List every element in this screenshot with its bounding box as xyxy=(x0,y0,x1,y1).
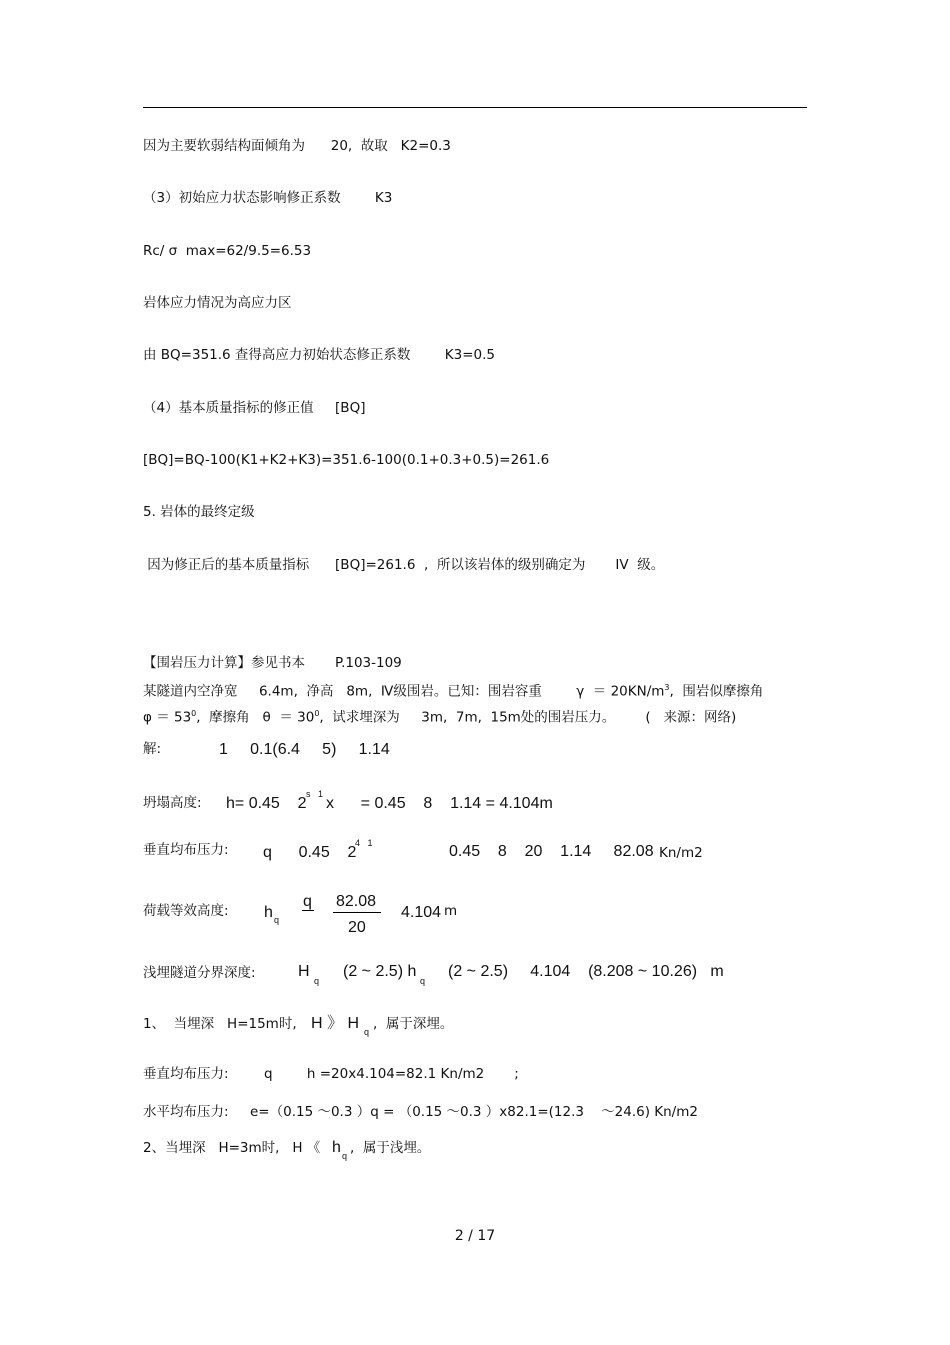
formula-var-q: q xyxy=(303,893,312,910)
formula-subscript: q xyxy=(420,976,426,986)
text-line: [BQ]=BQ-100(K1+K2+K3)=351.6-100(0.1+0.3+0.5)=261.6 xyxy=(143,452,550,468)
formula-var-h: h xyxy=(332,1139,341,1156)
formula-vertical-pressure-deep: q h =20x4.104=82.1 Kn/m2 ; xyxy=(264,1066,519,1082)
formula-superscript: 4 1 xyxy=(355,838,373,848)
formula-var-H: H xyxy=(298,963,310,980)
formula-boundary-depth-result: (2 ~ 2.5) 4.104 (8.208 ~ 10.26) m xyxy=(448,963,724,980)
problem-heading: 【围岩压力计算】参见书本 P.103-109 xyxy=(143,655,402,671)
text-line: Rc/ σ max=62/9.5=6.53 xyxy=(143,243,312,259)
fraction-numerator: 82.08 xyxy=(336,893,377,910)
text-line: 岩体应力情况为高应力区 xyxy=(143,295,292,311)
text-line: （3）初始应力状态影响修正系数 K3 xyxy=(143,190,393,206)
case-conclusion: , 属于浅埋。 xyxy=(350,1140,431,1156)
formula-collapse-height: h= 0.45 2 xyxy=(226,795,307,812)
text-line: （4）基本质量指标的修正值 [BQ] xyxy=(143,400,366,416)
formula-boundary-depth: (2 ~ 2.5) h xyxy=(343,963,417,980)
formula-subscript: q xyxy=(314,976,320,986)
formula-subscript: q xyxy=(342,1151,348,1161)
formula-omega: 1 0.1(6.4 5) 1.14 xyxy=(219,741,390,758)
fraction-denominator: 20 xyxy=(348,919,366,936)
problem-statement: 某隧道内空净宽 6.4m, 净高 8m, Ⅳ级围岩。已知：围岩容重 $\gamma = 20KN/m^3$, 围岩似摩擦角 xyxy=(143,683,764,700)
case-conclusion: , 属于深埋。 xyxy=(373,1016,454,1032)
formula-subscript: q xyxy=(364,1027,370,1037)
formula-label: 荷载等效高度: xyxy=(143,903,229,919)
unit-label: Kn/m2 xyxy=(659,845,703,861)
case-heading: 1、 当埋深 H=15m时, xyxy=(143,1016,297,1032)
formula-superscript: s 1 xyxy=(306,789,324,799)
case-condition: H 》 H xyxy=(311,1015,360,1032)
case-heading: 2、当埋深 H=3m时, H 《 xyxy=(143,1140,321,1156)
formula-subscript: q xyxy=(274,915,280,925)
formula-var-h: h xyxy=(264,904,273,921)
header-rule xyxy=(143,107,807,108)
fraction-bar xyxy=(302,910,314,911)
formula-horizontal-pressure: 水平均布压力: e=（0.15 ～0.3 ）q = （0.15 ～0.3 ）x82.1=(12.3 ～24.6) Kn/m2 xyxy=(143,1104,698,1120)
page-number: 2 / 17 xyxy=(454,1228,496,1244)
formula-label: 垂直均布压力: xyxy=(143,1066,229,1082)
formula-label: 浅埋隧道分界深度: xyxy=(143,965,256,981)
text-line: 因为修正后的基本质量指标 [BQ]=261.6 , 所以该岩体的级别确定为 IV 级。 xyxy=(143,557,665,573)
formula-vertical-pressure-result: 0.45 8 20 1.14 82.08 xyxy=(449,843,654,860)
text-line: 由 BQ=351.6 查得高应力初始状态修正系数 K3=0.5 xyxy=(143,347,495,363)
unit-label: m xyxy=(444,903,458,919)
text-line: 因为主要软弱结构面倾角为 20, 故取 K2=0.3 xyxy=(143,138,451,154)
formula-result: 4.104 xyxy=(401,904,442,921)
solution-label: 解: xyxy=(143,741,162,757)
problem-statement: $\varphi = 53^0$, 摩擦角 $\theta = 30^0$, 试求埋深为 3m, 7m, 15m处的围岩压力。 ( 来源：网络) xyxy=(143,709,737,726)
formula-vertical-pressure: q 0.45 2 xyxy=(263,844,357,861)
section-heading: 5. 岩体的最终定级 xyxy=(143,504,255,520)
formula-collapse-height-result: x = 0.45 8 1.14 = 4.104m xyxy=(326,795,553,812)
fraction-bar xyxy=(333,912,381,913)
formula-label: 坍塌高度: xyxy=(143,795,202,811)
formula-label: 垂直均布压力: xyxy=(143,842,229,858)
